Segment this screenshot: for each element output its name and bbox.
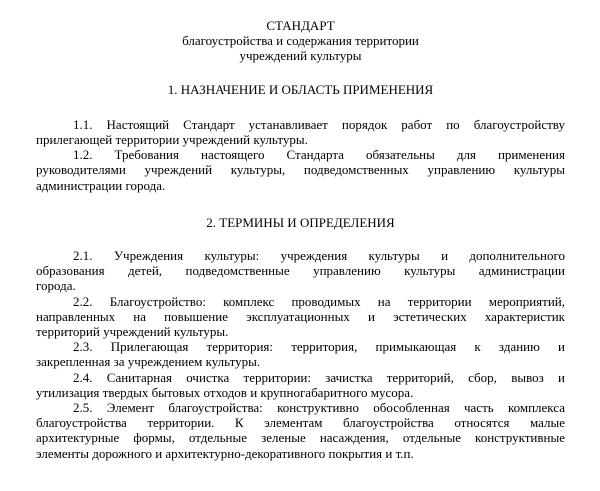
paragraph [36,147,565,193]
subtitle-line: благоустройства и содержания территории [182,33,419,49]
title-line: СТАНДАРТ [266,18,335,33]
section-body [36,248,565,461]
paragraph-line: образования детей, подведомственные управлению культуры администрации [36,263,565,279]
paragraph-line: 2.4. Санитарная очистка территории: зачистка территорий, сбор, вывоз и [73,369,565,385]
section-heading: 1. НАЗНАЧЕНИЕ И ОБЛАСТЬ ПРИМЕНЕНИЯ [167,81,434,97]
paragraph-line: благоустройства территории. К элементам благоустройства относятся малые [36,415,565,431]
paragraph-line: 2.2. Благоустройство: комплекс проводимых на территории мероприятий, [73,293,565,309]
paragraph-line: города. [36,278,76,294]
paragraph [36,339,565,369]
paragraph-line: элементы дорожного и архитектурно-декоративного покрытия и т.п. [36,445,414,461]
paragraph-line: архитектурные формы, отдельные зеленые насаждения, отдельные конструктивные [36,430,565,446]
document-title [36,18,565,64]
paragraph-line: территорий учреждений культуры. [36,324,229,340]
paragraph-line: закрепленная за учреждением культуры. [36,354,261,370]
paragraph [36,117,565,147]
paragraph-line: 1.2. Требования настоящего Стандарта обязательны для применения [73,147,565,163]
section-heading: 2. ТЕРМИНЫ И ОПРЕДЕЛЕНИЯ [206,214,395,230]
paragraph [36,294,565,340]
paragraph-line: 2.5. Элемент благоустройства: конструктивно обособленная часть комплекса [73,400,565,416]
paragraph-line: направленных на повышение эксплуатационных и эстетических характеристик [36,308,565,324]
paragraph-line: руководителями учреждений культуры, подведомственных управлению культуры [36,162,565,178]
paragraph-line: 2.3. Прилегающая территория: территория, примыкающая к зданию и [73,339,565,355]
paragraph-line: 1.1. Настоящий Стандарт устанавливает порядок работ по благоустройству [73,116,565,132]
paragraph-line: утилизация твердых бытовых отходов и крупногабаритного мусора. [36,384,414,400]
paragraph-line: 2.1. Учреждения культуры: учреждения культуры и дополнительного [73,248,565,264]
paragraph [36,370,565,400]
section-body [36,117,565,193]
paragraph [36,248,565,294]
paragraph-line: администрации города. [36,177,166,193]
subtitle-line: учреждений культуры [239,48,362,64]
paragraph-line: прилегающей территории учреждений культуры. [36,132,308,148]
paragraph [36,400,565,461]
